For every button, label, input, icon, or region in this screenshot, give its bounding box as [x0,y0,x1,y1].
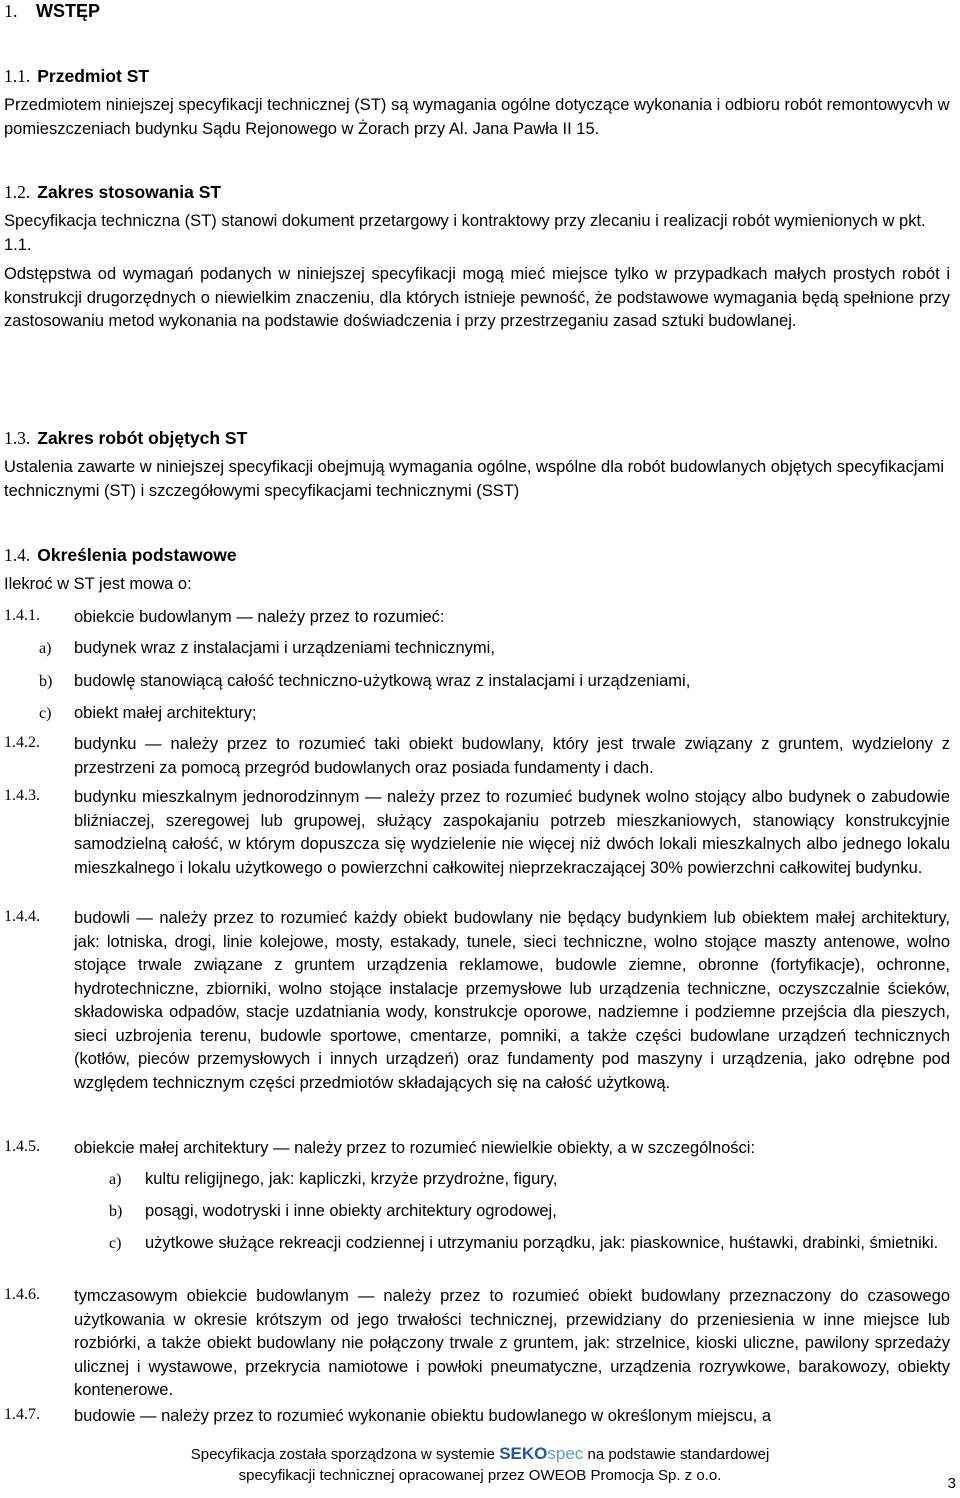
list-marker: a) [109,1171,122,1188]
section-1-2-text-1: Specyfikacja techniczna (ST) stanowi dokument przetargowy i kontraktowy przy zlecaniu i realizacji robót wymienionych w pkt. 1.1. [4,212,926,254]
definition-number: 1.4.2. [4,734,40,751]
list-marker: a) [39,640,52,657]
definition-text: budowli — należy przez to rozumieć każdy obiekt budowlany nie będący budynkiem lub obiektem małej architektury, jak: lotniska, drogi, linie kolejowe, mosty, estakady, tunele, sieci techniczne, wolno stojące maszty antenowe, wolno stojące trwale związane z gruntem urządzenia reklamowe, budowle ziemne, obronne (fortyfikacje), ochronne, hydrotechniczne, zbiorniki, wolno stojące instalacje przemysłowe lub urządzenia techniczne, oczyszczalnie ścieków, składowiska odpadów, stacje uzdatniania wody, konstrukcje oporowe, nadziemne i podziemne przejścia dla pieszych, sieci uzbrojenia terenu, budowle sportowe, cmentarze, pomniki, a także części budowlane urządzeń technicznych (kotłów, pieców przemysłowych i innych urządzeń) oraz fundamenty pod maszyny i urządzenia, jako odrębne pod względem technicznym części przedmiotów składających się na całość użytkową. [74,909,950,1092]
definition-text: obiekcie małej architektury — należy przez to rozumieć niewielkie obiekty, a w szczególności: [74,1139,756,1157]
list-text: posągi, wodotryski i inne obiekty architektury ogrodowej, [145,1202,557,1220]
footer-line-1 [0,1443,960,1465]
definition-number: 1.4.7. [4,1406,40,1423]
definition-text: tymczasowym obiekcie budowlanym — należy przez to rozumieć obiekt budowlany przeznaczony do czasowego użytkowania w okresie krótszym od jego trwałości technicznej, przewidziany do przeniesienia w inne miejsce lub rozbiórki, a także obiekt budowlany nie połączony trwale z gruntem, jak: strzelnice, kioski uliczne, pawilony sprzedaży ulicznej i wystawowe, przekrycia namiotowe i powłoki pneumatyczne, urządzenia rozrywkowe, barakowozy, obiekty kontenerowe. [74,1287,950,1399]
section-number: 1.1. [4,66,31,86]
footer-text: Specyfikacja została sporządzona w systemie [190,1446,496,1463]
page-number: 3 [947,1475,956,1492]
definition-text: obiekcie budowlanym — należy przez to rozumieć: [74,608,445,626]
section-title: Określenia podstawowe [37,545,237,565]
definition-number: 1.4.6. [4,1286,40,1303]
section-1-2-text-2: Odstępstwa od wymagań podanych w niniejszej specyfikacji mogą mieć miejsce tylko w przypadkach małych prostych robót i konstrukcji drugorzędnych o niewielkim znaczeniu, dla których istnieje pewność, że podstawowe wymagania będą spełnione przy zastosowaniu metod wykonania na podstawie doświadczenia i przy przestrzeganiu zasad sztuki budowlanej. [4,265,950,330]
list-text: budynek wraz z instalacjami i urządzeniami technicznymi, [74,639,495,657]
footer-text: na podstawie standardowej [587,1446,770,1463]
heading-number: 1. [4,1,18,21]
list-text: obiekt małej architektury; [74,704,257,722]
footer-line-2: specyfikacji technicznej opracowanej przez OWEOB Promocja Sp. z o.o. [238,1467,722,1484]
section-number: 1.2. [4,182,31,202]
definition-text: budowie — należy przez to rozumieć wykonanie obiektu budowlanego w określonym miejscu, a [74,1407,772,1425]
page-footer [0,1443,960,1486]
section-1-3-heading [4,428,247,449]
section-1-4-heading [4,545,237,566]
section-number: 1.3. [4,428,31,448]
section-1-1-text: Przedmiotem niniejszej specyfikacji technicznej (ST) są wymagania ogólne dotyczące wykonania i odbioru robót remontowycvh w pomieszczeniach budynku Sądu Rejonowego w Żorach przy Al. Jana Pawła II 15. [4,96,950,138]
sekospec-logo: SEKOspec [499,1444,584,1463]
definition-text: budynku — należy przez to rozumieć taki obiekt budowlany, który jest trwale związany z gruntem, wydzielony z przestrzeni za pomocą przegród budowlanych oraz posiada fundamenty i dach. [74,735,950,777]
heading-title: WSTĘP [36,1,101,21]
definition-text: budynku mieszkalnym jednorodzinnym — należy przez to rozumieć budynek wolno stojący albo budynek o zabudowie bliźniaczej, szeregowej lub grupowej, służący zaspokajaniu potrzeb mieszkaniowych, stanowiący konstrukcyjnie samodzielną całość, w którym dopuszcza się wydzielenie nie więcej niż dwóch lokali mieszkalnych albo jednego lokalu mieszkalnego i lokalu użytkowego o powierzchni całkowitej nieprzekraczającej 30% powierzchni całkowitej budynku. [74,788,950,877]
definition-number: 1.4.4. [4,908,40,925]
section-number: 1.4. [4,545,31,565]
heading-wstep [4,1,100,22]
list-marker: b) [109,1203,123,1220]
list-marker: b) [39,673,53,690]
list-text: kultu religijnego, jak: kapliczki, krzyże przydrożne, figury, [145,1170,558,1188]
definition-number: 1.4.3. [4,787,40,804]
list-text: budowlę stanowiącą całość techniczno-użytkową wraz z instalacjami i urządzeniami, [74,672,691,690]
section-1-1-heading [4,66,149,87]
section-title: Zakres stosowania ST [37,182,222,202]
definition-number: 1.4.1. [4,607,40,624]
section-1-4-intro: Ilekroć w ST jest mowa o: [4,575,192,593]
section-title: Zakres robót objętych ST [37,428,248,448]
definition-number: 1.4.5. [4,1138,40,1155]
section-title: Przedmiot ST [37,66,150,86]
section-1-2-heading [4,182,221,203]
list-marker: c) [109,1235,122,1252]
list-marker: c) [39,705,52,722]
section-1-3-text: Ustalenia zawarte w niniejszej specyfikacji obejmują wymagania ogólne, wspólne dla robót budowlanych objętych specyfikacjami technicznymi (ST) i szczegółowymi specyfikacjami technicznymi (SST) [4,458,945,500]
list-text: użytkowe służące rekreacji codziennej i utrzymaniu porządku, jak: piaskownice, huśtawki, drabinki, śmietniki. [145,1234,939,1252]
